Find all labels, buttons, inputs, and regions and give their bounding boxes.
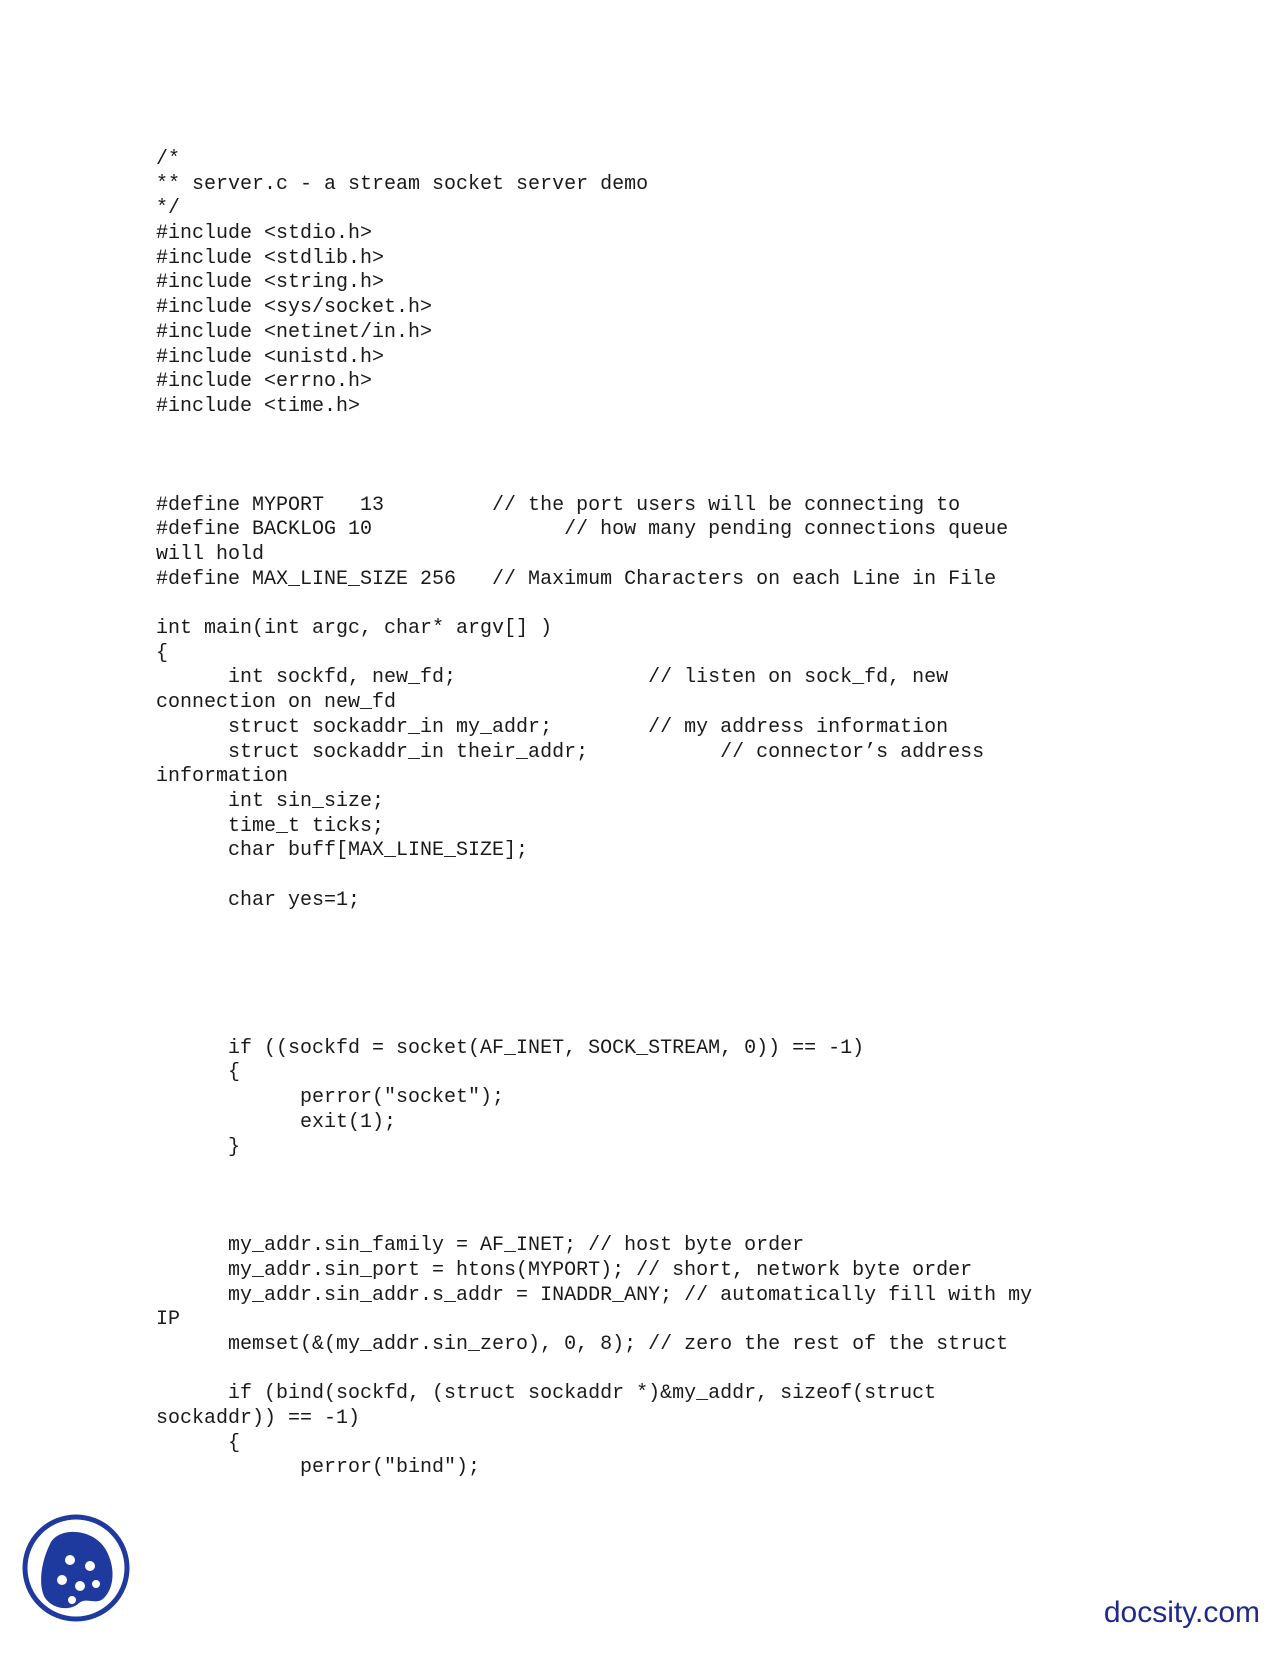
code-line: perror("socket"); xyxy=(156,1086,505,1110)
code-line: /* xyxy=(156,148,181,171)
code-line xyxy=(156,963,1156,988)
code-line: { xyxy=(156,641,169,665)
code-line: { xyxy=(156,1431,241,1455)
code-line: #include <stdio.h> xyxy=(156,222,373,246)
code-line: ** server.c - a stream socket server demo xyxy=(156,172,649,196)
code-line: my_addr.sin_port = htons(MYPORT); // short, network byte order xyxy=(156,1258,973,1282)
code-line: my_addr.sin_addr.s_addr = INADDR_ANY; // automatically fill with my xyxy=(156,1283,1033,1307)
docsity-logo-icon xyxy=(20,1512,132,1624)
code-line xyxy=(156,444,1156,469)
code-line: if (bind(sockfd, (struct sockaddr *)&my_addr, sizeof(struct xyxy=(156,1382,937,1406)
code-line: int main(int argc, char* argv[] ) xyxy=(156,617,553,641)
code-line: my_addr.sin_family = AF_INET; // host byte order xyxy=(156,1234,805,1258)
code-line xyxy=(156,1358,1156,1383)
code-line xyxy=(156,1185,1156,1210)
code-line xyxy=(156,864,1156,889)
code-line: sockaddr)) == -1) xyxy=(156,1407,361,1431)
code-line xyxy=(156,592,1156,617)
code-line xyxy=(156,469,1156,494)
code-line: #include <stdlib.h> xyxy=(156,246,385,270)
docsity-brand-link[interactable]: docsity.com xyxy=(1103,1596,1260,1629)
code-line: int sin_size; xyxy=(156,789,385,813)
code-line xyxy=(156,1160,1156,1185)
code-line: } xyxy=(156,1135,241,1159)
code-line: #define BACKLOG 10 // how many pending connections queue xyxy=(156,518,1009,542)
code-line: char yes=1; xyxy=(156,888,361,912)
code-line: information xyxy=(156,765,289,789)
code-line: #include <time.h> xyxy=(156,394,361,418)
code-line: */ xyxy=(156,197,181,221)
code-line: #include <sys/socket.h> xyxy=(156,296,433,320)
code-line: exit(1); xyxy=(156,1110,397,1134)
code-listing xyxy=(156,148,1156,1481)
code-line: #define MAX_LINE_SIZE 256 // Maximum Characters on each Line in File xyxy=(156,567,997,591)
code-line xyxy=(156,1012,1156,1037)
code-line: perror("bind"); xyxy=(156,1456,481,1480)
code-line xyxy=(156,987,1156,1012)
code-line: IP xyxy=(156,1308,181,1332)
code-line xyxy=(156,938,1156,963)
code-line: struct sockaddr_in their_addr; // connector’s address xyxy=(156,740,985,764)
code-line: #define MYPORT 13 // the port users will be connecting to xyxy=(156,493,961,517)
code-line: #include <unistd.h> xyxy=(156,345,385,369)
code-line: time_t ticks; xyxy=(156,814,385,838)
code-line: { xyxy=(156,1061,241,1085)
code-line: #include <errno.h> xyxy=(156,370,373,394)
code-line xyxy=(156,1210,1156,1235)
code-line: connection on new_fd xyxy=(156,691,397,715)
code-line: char buff[MAX_LINE_SIZE]; xyxy=(156,839,529,863)
code-line: will hold xyxy=(156,543,265,566)
code-line: int sockfd, new_fd; // listen on sock_fd, new xyxy=(156,666,949,690)
code-line: memset(&(my_addr.sin_zero), 0, 8); // zero the rest of the struct xyxy=(156,1333,1009,1356)
code-line xyxy=(156,913,1156,938)
code-line: if ((sockfd = socket(AF_INET, SOCK_STREAM, 0)) == -1) xyxy=(156,1036,865,1060)
code-line: #include <string.h> xyxy=(156,271,385,295)
code-line xyxy=(156,420,1156,445)
code-line: #include <netinet/in.h> xyxy=(156,320,433,344)
code-line: struct sockaddr_in my_addr; // my address information xyxy=(156,715,949,739)
